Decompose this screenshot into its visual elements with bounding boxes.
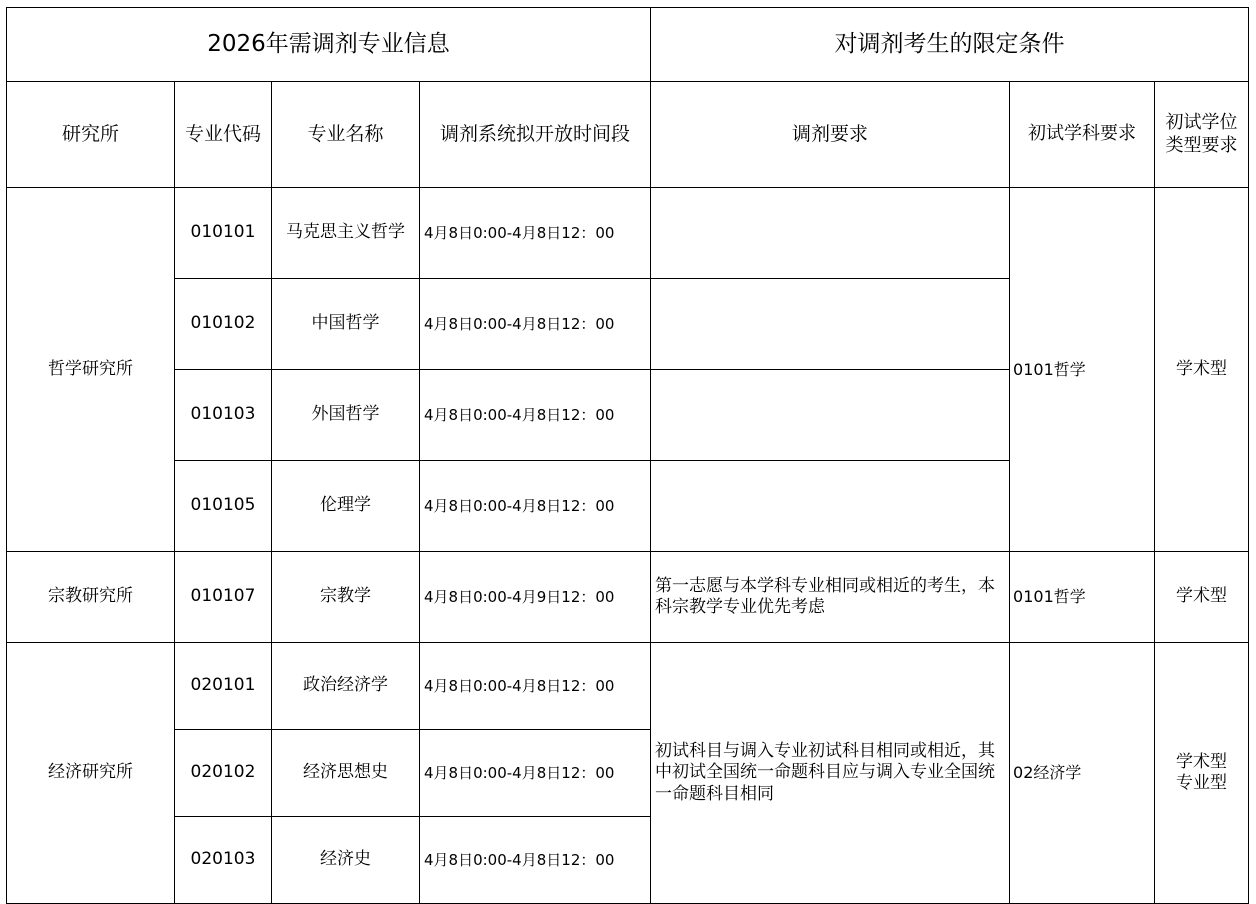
time-cell: 4月8日0:00-4月8日12：00: [420, 817, 651, 904]
column-header-degree-line1: 初试学位: [1165, 112, 1238, 133]
time-cell: 4月8日0:00-4月8日12：00: [420, 461, 651, 552]
name-cell: 宗教学: [272, 552, 420, 643]
time-cell: 4月8日0:00-4月8日12：00: [420, 279, 651, 370]
time-cell: 4月8日0:00-4月8日12：00: [420, 730, 651, 817]
code-cell: 010107: [175, 552, 272, 643]
requirement-cell: [651, 279, 1010, 370]
requirement-cell: 初试科目与调入专业初试科目相同或相近，其中初试全国统一命题科目应与调入专业全国统一命题科目相同: [651, 643, 1010, 904]
conditions-group-header: 对调剂考生的限定条件: [651, 8, 1249, 82]
code-cell: 020103: [175, 817, 272, 904]
code-cell: 020102: [175, 730, 272, 817]
time-cell: 4月8日0:00-4月8日12：00: [420, 643, 651, 730]
requirement-cell: [651, 188, 1010, 279]
column-header-subject: 初试学科要求: [1010, 82, 1155, 188]
column-header-institute: 研究所: [7, 82, 175, 188]
code-cell: 010105: [175, 461, 272, 552]
column-header-name: 专业名称: [272, 82, 420, 188]
name-cell: 经济思想史: [272, 730, 420, 817]
degree-cell: 学术型: [1155, 552, 1249, 643]
requirement-cell: [651, 370, 1010, 461]
code-cell: 010102: [175, 279, 272, 370]
name-cell: 政治经济学: [272, 643, 420, 730]
name-cell: 外国哲学: [272, 370, 420, 461]
name-cell: 经济史: [272, 817, 420, 904]
column-header-code: 专业代码: [175, 82, 272, 188]
column-header-degree: [1155, 82, 1249, 188]
code-cell: 010101: [175, 188, 272, 279]
table-row: [7, 552, 1249, 643]
subject-cell: 0101哲学: [1010, 188, 1155, 552]
adjustment-table: [6, 7, 1249, 904]
time-cell: 4月8日0:00-4月8日12：00: [420, 188, 651, 279]
name-cell: 马克思主义哲学: [272, 188, 420, 279]
degree-cell: [1155, 643, 1249, 904]
table-row: [7, 188, 1249, 279]
table-row: [7, 643, 1249, 730]
institute-cell: 经济研究所: [7, 643, 175, 904]
name-cell: 伦理学: [272, 461, 420, 552]
institute-cell: 宗教研究所: [7, 552, 175, 643]
institute-cell: 哲学研究所: [7, 188, 175, 552]
code-cell: 010103: [175, 370, 272, 461]
name-cell: 中国哲学: [272, 279, 420, 370]
code-cell: 020101: [175, 643, 272, 730]
degree-value: 学术型: [1176, 751, 1228, 772]
degree-cell: 学术型: [1155, 188, 1249, 552]
column-header-degree-line2: 类型要求: [1165, 134, 1238, 156]
column-header-requirement: 调剂要求: [651, 82, 1010, 188]
subject-cell: 02经济学: [1010, 643, 1155, 904]
major-info-group-header: 2026年需调剂专业信息: [7, 8, 651, 82]
subject-cell: 0101哲学: [1010, 552, 1155, 643]
time-cell: 4月8日0:00-4月9日12：00: [420, 552, 651, 643]
time-cell: 4月8日0:00-4月8日12：00: [420, 370, 651, 461]
requirement-cell: [651, 461, 1010, 552]
degree-value: 专业型: [1176, 773, 1228, 793]
requirement-cell: 第一志愿与本学科专业相同或相近的考生，本科宗教学专业优先考虑: [651, 552, 1010, 643]
column-header-time: 调剂系统拟开放时间段: [420, 82, 651, 188]
